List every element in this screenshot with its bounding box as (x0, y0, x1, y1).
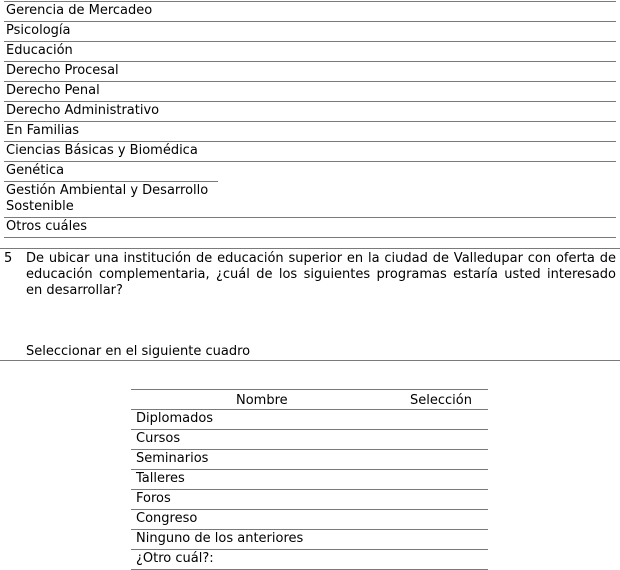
table-bottom-rule (4, 237, 616, 238)
option-label: Ninguno de los anteriores (136, 531, 304, 546)
option-row[interactable] (131, 549, 488, 569)
programs-table (4, 1, 616, 238)
question-text: De ubicar una institución de educación superior en la ciudad de Valledupar con oferta de educación complementaria, ¿cuál de los siguientes programas estaría usted interesado en desarrollar? (26, 251, 616, 298)
program-row (4, 1, 616, 21)
program-row (4, 101, 616, 121)
program-label: En Familias (6, 123, 80, 138)
option-row[interactable] (131, 509, 488, 529)
question-number: 5 (4, 251, 13, 266)
program-label: Educación (6, 43, 73, 58)
program-label: Genética (6, 163, 65, 178)
program-row (4, 81, 616, 101)
option-row[interactable] (131, 469, 488, 489)
program-label: Gerencia de Mercadeo (6, 3, 153, 18)
header-selection: Selección (410, 393, 472, 408)
option-label: Diplomados (136, 411, 214, 426)
program-row (4, 21, 616, 41)
program-label: Derecho Administrativo (6, 103, 160, 118)
option-label: ¿Otro cuál?: (136, 551, 214, 566)
program-label: Otros cuáles (6, 219, 87, 234)
program-label: Derecho Penal (6, 83, 100, 98)
program-row (4, 141, 616, 161)
instruction-divider (0, 360, 620, 361)
question-instruction: Seleccionar en el siguiente cuadro (26, 344, 251, 359)
option-row[interactable] (131, 409, 488, 429)
option-label: Cursos (136, 431, 181, 446)
program-row (4, 161, 616, 181)
option-row[interactable] (131, 489, 488, 509)
program-label: Derecho Procesal (6, 63, 119, 78)
program-row (4, 41, 616, 61)
program-label: Ciencias Básicas y Biomédica (6, 143, 198, 158)
option-row[interactable] (131, 449, 488, 469)
option-row[interactable] (131, 429, 488, 449)
section-divider (0, 248, 620, 249)
option-row[interactable] (131, 529, 488, 549)
program-row (4, 121, 616, 141)
option-label: Talleres (136, 471, 185, 486)
option-label: Congreso (136, 511, 198, 526)
program-label: Psicología (6, 23, 71, 38)
options-table-header (131, 389, 488, 409)
program-label: Gestión Ambiental y Desarrollo Sostenible (6, 183, 209, 214)
header-name: Nombre (236, 393, 288, 408)
option-label: Foros (136, 491, 171, 506)
program-row (4, 61, 616, 81)
options-table (131, 389, 488, 570)
program-row (4, 181, 218, 217)
program-row (4, 217, 616, 237)
option-label: Seminarios (136, 451, 209, 466)
